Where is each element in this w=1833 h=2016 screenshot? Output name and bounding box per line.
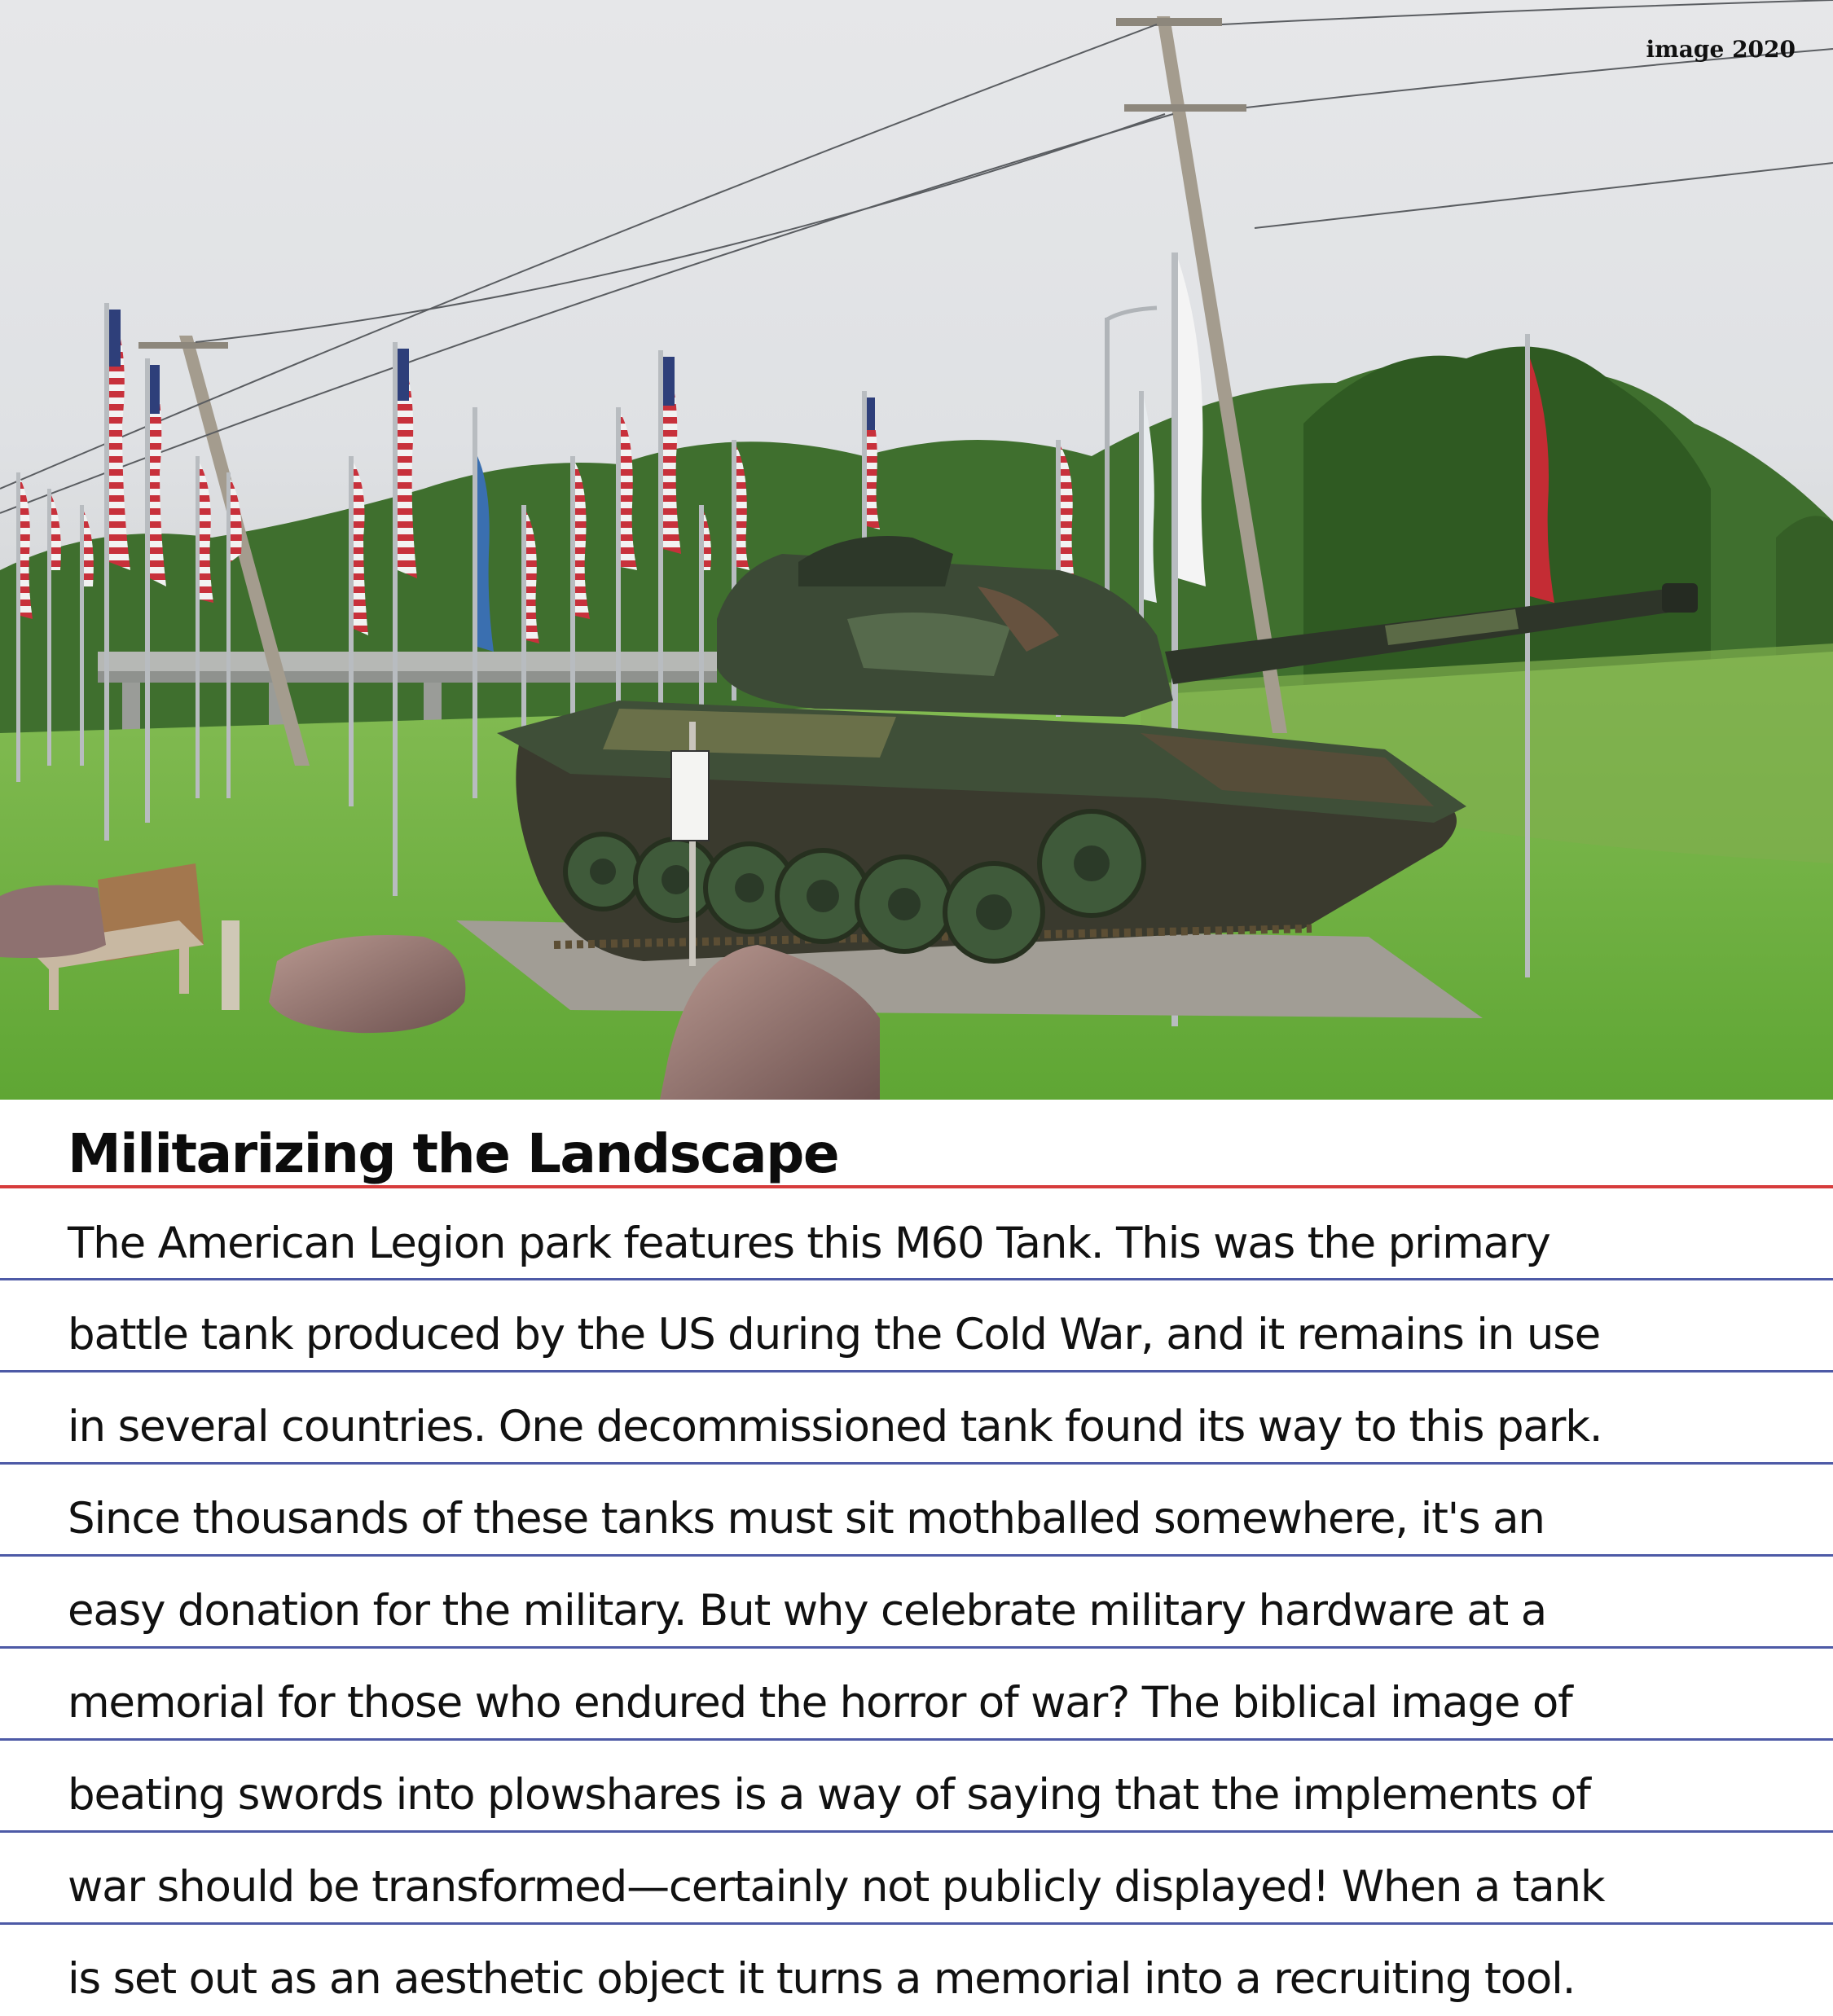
article-line: beating swords into plowshares is a way of saying that the implements of <box>68 1770 1590 1820</box>
article-line: is set out as an aesthetic object it turns a memorial into a recruiting tool. <box>68 1954 1576 2004</box>
line-rule <box>0 1278 1833 1280</box>
line-rule <box>0 1922 1833 1925</box>
line-rule <box>0 1554 1833 1557</box>
line-rule <box>0 1646 1833 1649</box>
line-rule <box>0 1370 1833 1373</box>
article-line: in several countries. One decommissioned tank found its way to this park. <box>68 1402 1602 1452</box>
image-year-label: image 2020 <box>1646 36 1796 63</box>
line-rule <box>0 1738 1833 1741</box>
article-title: Militarizing the Landscape <box>68 1122 839 1185</box>
line-rule <box>0 1462 1833 1465</box>
article-line: battle tank produced by the US during the Cold War, and it remains in use <box>68 1310 1601 1359</box>
article-line: The American Legion park features this M60 Tank. This was the primary <box>68 1219 1550 1268</box>
article-line: Since thousands of these tanks must sit mothballed somewhere, it's an <box>68 1494 1545 1544</box>
title-underline <box>0 1185 1833 1188</box>
article-panel <box>0 1100 1833 2016</box>
article-line: memorial for those who endured the horror of war? The biblical image of <box>68 1678 1572 1728</box>
article-line: war should be transformed—certainly not publicly displayed! When a tank <box>68 1862 1605 1912</box>
article-line: easy donation for the military. But why celebrate military hardware at a <box>68 1586 1547 1636</box>
line-rule <box>0 1830 1833 1833</box>
